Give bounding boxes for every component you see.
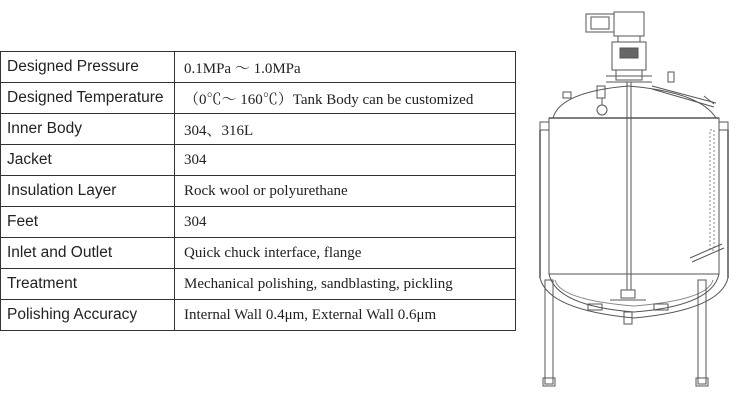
spec-label: Insulation Layer — [1, 176, 175, 207]
spec-label: Inner Body — [1, 114, 175, 145]
spec-table — [0, 51, 516, 331]
spec-row-designed-pressure — [1, 52, 516, 83]
spec-row-inlet-outlet — [1, 238, 516, 269]
spec-row-jacket — [1, 145, 516, 176]
spec-value: Internal Wall 0.4μm, External Wall 0.6μm — [175, 300, 516, 331]
spec-label: Feet — [1, 207, 175, 238]
spec-value: 0.1MPa ～ 1.0MPa — [175, 52, 516, 83]
spec-label: Designed Pressure — [1, 52, 175, 83]
mixing-tank-drawing — [525, 0, 750, 400]
spec-row-feet — [1, 207, 516, 238]
spec-value: Quick chuck interface, flange — [175, 238, 516, 269]
spec-value: Mechanical polishing, sandblasting, pickling — [175, 269, 516, 300]
agitator-motor-icon — [586, 12, 652, 82]
spec-value: 304 — [175, 145, 516, 176]
spec-label: Polishing Accuracy — [1, 300, 175, 331]
manhole-icon — [652, 72, 716, 107]
spec-label: Jacket — [1, 145, 175, 176]
spec-value: 304 — [175, 207, 516, 238]
spec-value: Rock wool or polyurethane — [175, 176, 516, 207]
spec-row-insulation-layer — [1, 176, 516, 207]
spec-value: （0℃～ 160℃）Tank Body can be customized — [175, 83, 516, 114]
spec-label: Designed Temperature — [1, 83, 175, 114]
tank-legs — [543, 280, 708, 386]
spec-row-polishing-accuracy — [1, 300, 516, 331]
spec-row-designed-temperature — [1, 83, 516, 114]
spec-row-treatment — [1, 269, 516, 300]
spec-label: Inlet and Outlet — [1, 238, 175, 269]
spec-label: Treatment — [1, 269, 175, 300]
spec-value: 304、316L — [175, 114, 516, 145]
spec-row-inner-body — [1, 114, 516, 145]
